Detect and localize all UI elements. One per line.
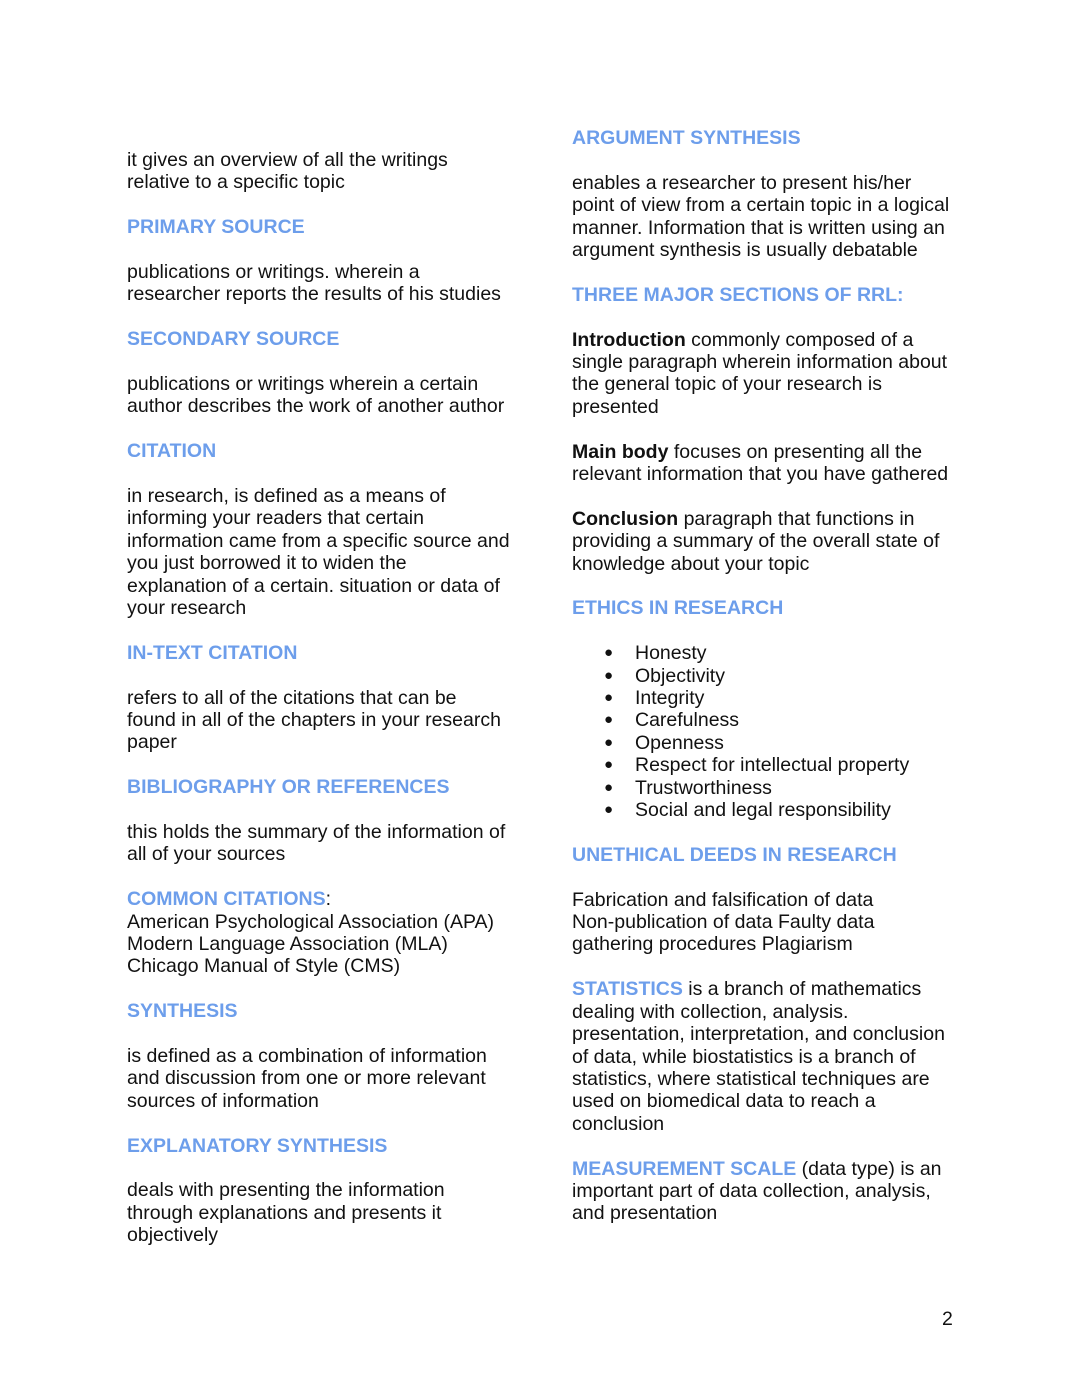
list-item: ● Respect for intellectual property	[604, 754, 957, 776]
unethical-deeds-heading: UNETHICAL DEEDS IN RESEARCH	[572, 843, 897, 866]
conclusion-definition: paragraph that functions in	[678, 507, 915, 530]
list-item: ● Integrity	[604, 687, 957, 709]
text-line: presented	[572, 395, 659, 418]
text-line: providing a summary of the overall state of	[572, 530, 940, 553]
text-line: publications or writings wherein a certain	[127, 373, 479, 395]
in-text-citation-heading: IN-TEXT CITATION	[127, 641, 298, 664]
text-line	[572, 1158, 957, 1180]
primary-source-paragraph	[127, 261, 522, 306]
text-line: used on biomedical data to reach a	[572, 1090, 876, 1113]
text-line: objectively	[127, 1224, 219, 1247]
introduction-paragraph	[572, 329, 957, 419]
text-line: researcher reports the results of his studies	[127, 283, 501, 306]
text-line: enables a researcher to present his/her	[572, 171, 912, 194]
text-line: knowledge about your topic	[572, 552, 810, 575]
text-line	[572, 329, 957, 351]
overview-paragraph	[127, 149, 522, 194]
measurement-scale-definition: (data type) is an	[796, 1157, 942, 1180]
ethics-list	[572, 642, 957, 821]
text-line: informing your readers that certain	[127, 507, 424, 530]
text-line: American Psychological Association (APA)	[127, 910, 495, 933]
text-line: Fabrication and falsification of data	[572, 888, 874, 911]
text-line: all of your sources	[127, 843, 286, 866]
rrl-sections-heading: THREE MAJOR SECTIONS OF RRL:	[572, 283, 904, 306]
list-item: ● Social and legal responsibility	[604, 799, 957, 821]
explanatory-synthesis-heading: EXPLANATORY SYNTHESIS	[127, 1134, 388, 1157]
text-line: in research, is defined as a means of	[127, 485, 446, 507]
text-line: author describes the work of another author	[127, 395, 505, 418]
common-citations-heading: COMMON CITATIONS	[127, 888, 326, 911]
left-column	[127, 149, 522, 1247]
text-line: statistics, where statistical techniques are	[572, 1067, 930, 1090]
text-line: through explanations and presents it	[127, 1201, 442, 1224]
conclusion-term: Conclusion	[572, 507, 679, 530]
text-line: you just borrowed it to widen the	[127, 552, 407, 575]
text-line: sources of information	[127, 1089, 319, 1112]
text-line: it gives an overview of all the writings	[127, 149, 448, 171]
statistics-heading: STATISTICS	[572, 978, 683, 1001]
synthesis-heading: SYNTHESIS	[127, 1000, 238, 1023]
text-line: the general topic of your research is	[572, 373, 883, 396]
bibliography-heading: BIBLIOGRAPHY OR REFERENCES	[127, 776, 450, 799]
text-line	[572, 978, 957, 1000]
text-line	[572, 508, 957, 530]
text-line: paper	[127, 731, 177, 754]
synthesis-paragraph	[127, 1045, 522, 1112]
introduction-definition: commonly composed of a	[685, 328, 914, 351]
right-column	[572, 127, 957, 1225]
text-line: single paragraph wherein information about	[572, 351, 948, 374]
text-line: conclusion	[572, 1112, 665, 1135]
common-citations-block	[127, 888, 522, 978]
text-line: information came from a specific source and	[127, 529, 510, 552]
common-citations-heading-line	[127, 888, 522, 910]
text-line: Non-publication of data Faulty data	[572, 911, 875, 934]
list-item: ● Carefulness	[604, 709, 957, 731]
text-line: dealing with collection, analysis.	[572, 1000, 849, 1023]
text-line	[572, 441, 957, 463]
text-line: gathering procedures Plagiarism	[572, 933, 853, 956]
secondary-source-heading: SECONDARY SOURCE	[127, 328, 340, 351]
main-body-definition: focuses on presenting all the	[668, 440, 923, 463]
text-line: refers to all of the citations that can be	[127, 686, 457, 709]
text-line: relevant information that you have gathered	[572, 463, 949, 486]
text-line: and discussion from one or more relevant	[127, 1067, 486, 1090]
statistics-paragraph	[572, 978, 957, 1135]
text-line: important part of data collection, analysis,	[572, 1179, 931, 1202]
in-text-citation-paragraph	[127, 687, 522, 754]
text-line: and presentation	[572, 1202, 718, 1225]
argument-synthesis-paragraph	[572, 172, 957, 262]
page-number: 2	[942, 1308, 953, 1330]
text-line: argument synthesis is usually debatable	[572, 239, 918, 262]
bibliography-paragraph	[127, 821, 522, 866]
text-line: Modern Language Association (MLA)	[127, 933, 448, 956]
text-line: your research	[127, 597, 247, 620]
statistics-definition: is a branch of mathematics	[682, 978, 922, 1001]
unethical-deeds-paragraph	[572, 889, 957, 956]
list-item: ● Objectivity	[604, 665, 957, 687]
citation-paragraph	[127, 485, 522, 619]
text-line: found in all of the chapters in your research	[127, 709, 501, 732]
text-line: presentation, interpretation, and conclusion	[572, 1023, 945, 1046]
text-line: point of view from a certain topic in a logical	[572, 194, 950, 217]
text-line: publications or writings. wherein a	[127, 261, 420, 283]
text-line: this holds the summary of the information of	[127, 821, 506, 844]
list-item: ● Honesty	[604, 642, 957, 664]
argument-synthesis-heading: ARGUMENT SYNTHESIS	[572, 127, 801, 149]
introduction-term: Introduction	[572, 328, 686, 351]
conclusion-paragraph	[572, 508, 957, 575]
main-body-term: Main body	[572, 440, 669, 463]
measurement-scale-paragraph	[572, 1158, 957, 1225]
text-line: explanation of a certain. situation or data of	[127, 574, 500, 597]
secondary-source-paragraph	[127, 373, 522, 418]
measurement-scale-heading: MEASUREMENT SCALE	[572, 1157, 797, 1180]
text-line: manner. Information that is written using an	[572, 216, 945, 239]
ethics-heading: ETHICS IN RESEARCH	[572, 597, 784, 620]
text-line: of data, while biostatistics is a branch of	[572, 1045, 916, 1068]
text-line: Chicago Manual of Style (CMS)	[127, 955, 401, 978]
main-body-paragraph	[572, 441, 957, 486]
text-line: deals with presenting the information	[127, 1179, 445, 1202]
text-line: is defined as a combination of information	[127, 1045, 487, 1068]
colon: :	[325, 888, 332, 911]
text-line: relative to a specific topic	[127, 171, 345, 194]
primary-source-heading: PRIMARY SOURCE	[127, 216, 305, 239]
explanatory-synthesis-paragraph	[127, 1179, 522, 1246]
list-item: ● Trustworthiness	[604, 777, 957, 799]
citation-heading: CITATION	[127, 440, 217, 463]
list-item: ● Openness	[604, 732, 957, 754]
